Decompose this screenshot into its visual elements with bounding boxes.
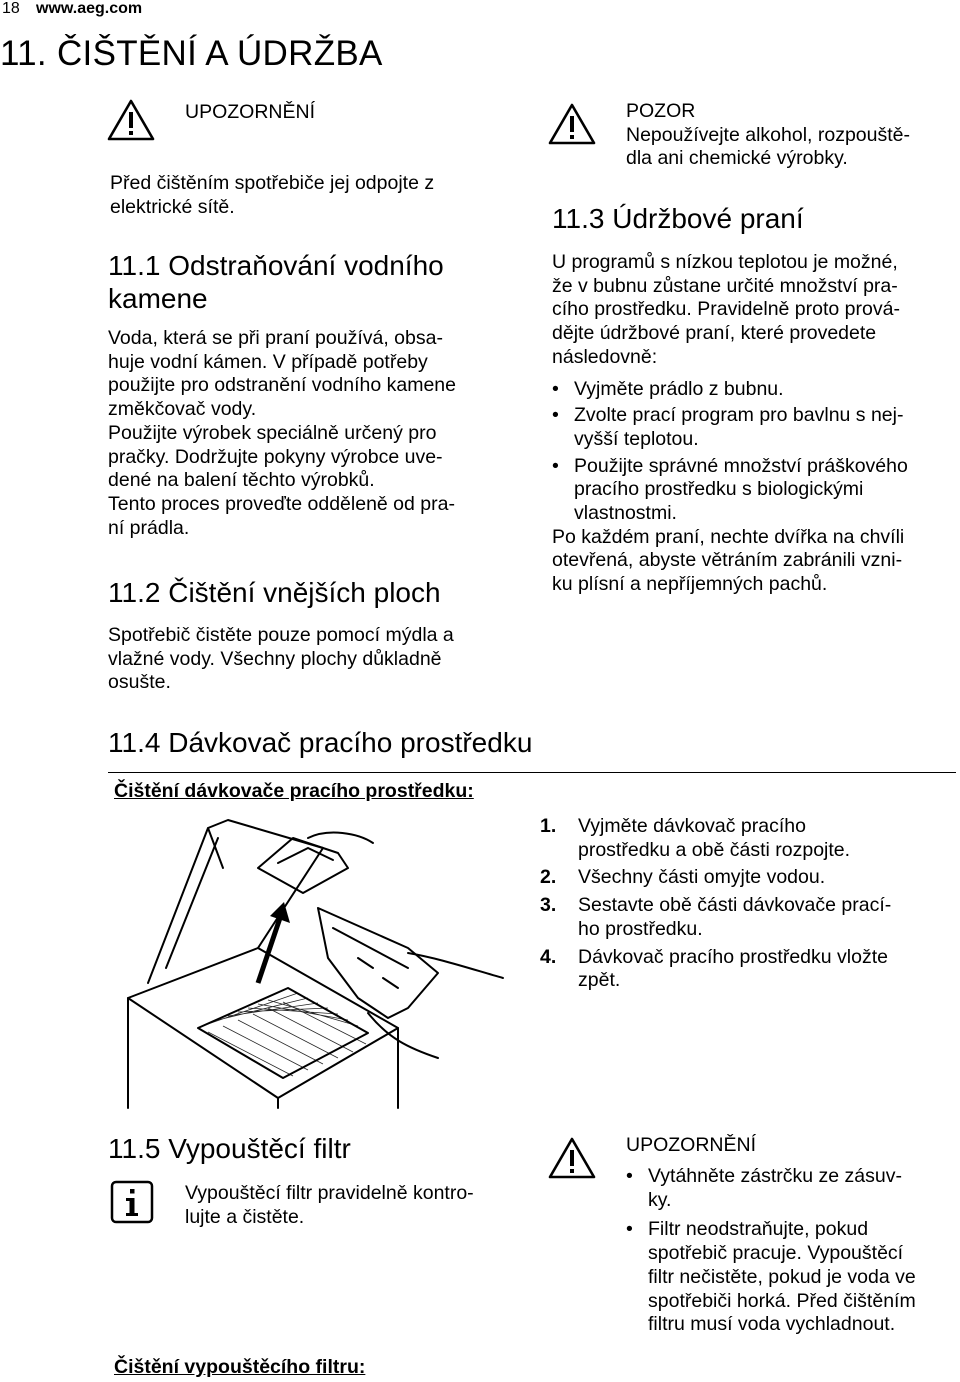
text-line: že v bubnu zůstane určité množství pra- [552,274,898,297]
section-text-11-2 [108,624,454,695]
list-item [626,1165,956,1212]
text-line: spotřebiči horká. Před čištěním [648,1289,916,1312]
list-item [540,866,950,890]
text-line: spotřebič pracuje. Vypouštěcí [648,1242,904,1265]
bullet-icon: • [552,404,559,427]
text-line: následovně: [552,345,658,368]
text-line: Dávkovač pracího prostředku vložte [578,945,888,968]
section-number-accent: 1 [144,250,161,281]
text-line: pracího prostředku s biologickými [574,478,864,501]
section-divider [108,772,956,773]
section-title: Údržbové praní [612,203,804,234]
step-number: 4. [540,945,557,968]
text-line: filtr nečistěte, pokud je voda ve [648,1265,916,1288]
text-line: huje vodní kámen. V případě potřeby [108,350,428,373]
section-title: kamene [108,283,208,314]
text-line: Spotřebič čistěte pouze pomocí mýdla a [108,624,454,646]
text-line: lujte a čistěte. [185,1205,305,1228]
step-number: 3. [540,894,557,917]
text-line: otevřená, abyste větráním zabránili vzni- [552,549,903,572]
warning-title: UPOZORNĚNÍ [185,101,316,123]
text-line: filtru musí voda vychladnout. [648,1313,896,1336]
text-line: zpět. [578,969,621,992]
caution-triangle-icon [548,102,596,146]
list-item [552,404,957,451]
section-heading-11-2 [108,576,441,609]
section-heading-11-4 [108,726,532,759]
list-item [626,1218,956,1337]
list-item [552,378,957,402]
section-title: Čištění vnějších ploch [168,577,441,608]
section-text-11-1 [108,327,456,540]
text-line: ky. [648,1188,672,1211]
section-number: 11. [108,727,145,758]
section-number: 11. [108,250,145,281]
page-number: 18 [2,0,20,17]
text-line: Sestavte obě části dávkovače prací- [578,894,892,917]
list-item [540,894,950,941]
caution-block [626,100,910,171]
text-line: prostředku a obě části rozpojte. [578,838,851,861]
caution-title: POZOR [626,100,696,122]
section-number: 11. [108,577,145,608]
list-item [540,815,950,862]
section-heading-11-1 [108,249,444,315]
text-line: vlastnostmi. [574,502,677,525]
subheading-filter-cleaning: Čištění vypouštěcího filtru: [114,1356,366,1378]
filter-info-text [185,1182,474,1229]
dispenser-illustration [108,808,508,1113]
section-number-accent: 5 [144,1133,161,1164]
bullet-icon: • [552,377,559,400]
step-number: 2. [540,866,557,889]
text-line: vyšší teplotou. [574,427,699,450]
section-number: 11. [108,1133,145,1164]
text-line: Před čištěním spotřebiče jej odpojte z [110,172,435,194]
text-line: vlažné vody. Všechny plochy důkladně [108,647,442,670]
text-line: použijte pro odstranění vodního kamene [108,374,456,397]
text-line: Použijte správné množství práškového [574,454,908,477]
text-line: ho prostředku. [578,917,703,940]
text-line: Všechny části omyjte vodou. [578,866,826,889]
text-line: osušte. [108,671,171,694]
website-link[interactable]: www.aeg.com [36,0,143,17]
chapter-title: 11. ČIŠTĚNÍ A ÚDRŽBA [0,34,383,73]
warning-bullets [626,1165,956,1337]
text-line: dějte údržbové praní, které provedete [552,322,877,345]
text-line: Vyjměte dávkovač pracího [578,815,806,837]
text-line: dla ani chemické výrobky. [626,147,848,170]
warning-triangle-icon [548,1136,596,1180]
text-line: ní prádla. [108,516,190,539]
text-line: U programů s nízkou teplotou je možné, [552,251,898,273]
section-heading-11-3 [552,202,804,235]
text-line: dené na balení těchto výrobků. [108,469,375,492]
section-heading-11-5 [108,1132,351,1165]
info-icon [110,1180,154,1224]
text-line: Tento proces proveďte odděleně od pra- [108,492,455,515]
subheading-dispenser-cleaning: Čištění dávkovače pracího prostředku: [114,780,474,802]
step-number: 1. [540,815,557,837]
section-title: Vypouštěcí filtr [168,1133,351,1164]
bullet-icon: • [552,454,559,477]
text-line: ku plísní a nepříjemných pachů. [552,573,828,596]
section-number-accent: 3 [588,203,605,234]
list-item [540,946,950,993]
bullet-icon: • [626,1165,633,1187]
text-line: Po každém praní, nechte dvířka na chvíli [552,525,905,548]
section-text-11-3 [552,251,957,597]
section-number-accent: 2 [144,577,161,608]
text-line: Zvolte prací program pro bavlnu s nej- [574,404,904,427]
text-line: Filtr neodstraňujte, pokud [648,1218,869,1241]
section-title: Dávkovač pracího prostředku [168,727,533,758]
section-number: 11. [552,203,589,234]
section-title: Odstraňování vodního [168,250,444,281]
list-item [552,455,957,526]
text-line: elektrické sítě. [110,195,235,218]
warning-title: UPOZORNĚNÍ [626,1134,757,1156]
text-line: Vyjměte prádlo z bubnu. [574,377,784,400]
text-line: Vypouštěcí filtr pravidelně kontro- [185,1182,474,1204]
text-line: změkčovač vody. [108,398,257,421]
warning-triangle-icon [107,98,155,142]
text-line: cího prostředku. Pravidelně proto prová- [552,298,900,321]
bullet-icon: • [626,1218,633,1241]
text-line: Nepoužívejte alkohol, rozpouště- [626,123,910,146]
text-line: Použijte výrobek speciálně určený pro [108,421,437,444]
text-line: Vytáhněte zástrčku ze zásuv- [648,1165,902,1187]
dispenser-steps-list [540,815,950,993]
section-number-accent: 4 [144,727,161,758]
text-line: pračky. Dodržujte pokyny výrobce uve- [108,445,443,468]
warning-text [110,172,434,219]
text-line: Voda, která se při praní používá, obsa- [108,327,443,349]
